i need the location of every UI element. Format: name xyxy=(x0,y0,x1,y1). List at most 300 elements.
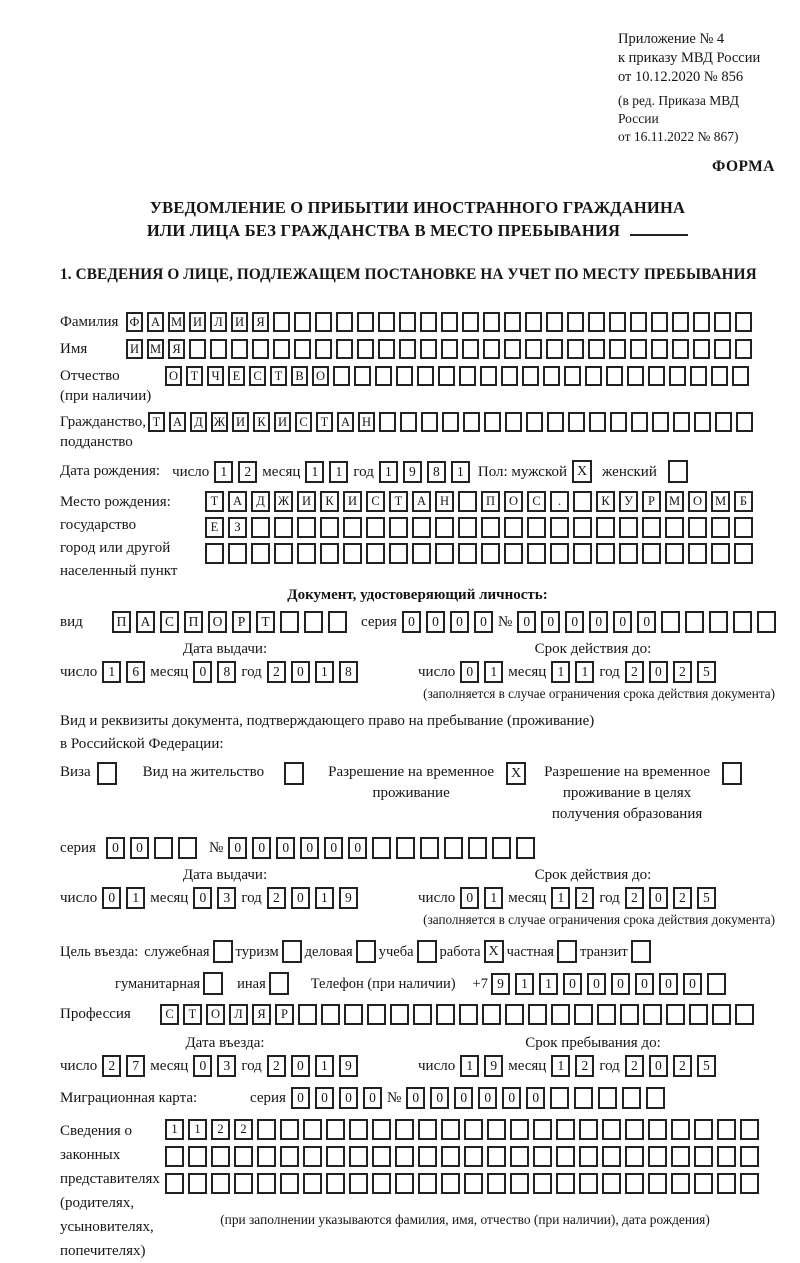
form-cell[interactable]: 0 xyxy=(193,661,212,683)
form-cell[interactable] xyxy=(375,366,392,386)
form-cell[interactable] xyxy=(525,312,542,332)
form-cell[interactable]: 2 xyxy=(625,887,644,909)
form-cell[interactable] xyxy=(606,366,623,386)
form-cell[interactable] xyxy=(257,1146,276,1167)
form-cell[interactable] xyxy=(694,1119,713,1140)
form-cell[interactable] xyxy=(399,339,416,359)
form-cell[interactable]: 0 xyxy=(363,1087,382,1109)
form-cell[interactable]: 8 xyxy=(427,461,446,483)
form-cell[interactable] xyxy=(564,366,581,386)
form-cell[interactable] xyxy=(642,517,661,538)
form-cell[interactable]: Ж xyxy=(211,412,228,432)
form-cell[interactable] xyxy=(205,543,224,564)
form-cell[interactable] xyxy=(441,312,458,332)
form-cell[interactable] xyxy=(326,1146,345,1167)
form-cell[interactable] xyxy=(349,1173,368,1194)
form-cell[interactable] xyxy=(441,1146,460,1167)
form-cell[interactable]: 0 xyxy=(526,1087,545,1109)
form-cell[interactable]: 0 xyxy=(587,973,606,995)
form-cell[interactable]: 5 xyxy=(697,661,716,683)
form-cell[interactable] xyxy=(619,543,638,564)
form-cell[interactable] xyxy=(251,543,270,564)
form-cell[interactable] xyxy=(622,1087,641,1109)
form-cell[interactable] xyxy=(688,517,707,538)
form-cell[interactable]: О xyxy=(206,1004,225,1025)
form-cell[interactable] xyxy=(280,1119,299,1140)
form-cell[interactable]: 0 xyxy=(130,837,149,859)
form-cell[interactable] xyxy=(210,339,227,359)
form-cell[interactable] xyxy=(556,1173,575,1194)
form-cell[interactable] xyxy=(642,543,661,564)
form-cell[interactable] xyxy=(528,1004,547,1025)
form-cell[interactable] xyxy=(328,611,347,633)
form-cell[interactable] xyxy=(257,1173,276,1194)
form-cell[interactable] xyxy=(417,366,434,386)
form-cell[interactable] xyxy=(651,312,668,332)
form-cell[interactable]: 2 xyxy=(673,887,692,909)
form-cell[interactable]: М xyxy=(665,491,684,512)
form-cell[interactable] xyxy=(484,412,501,432)
form-cell[interactable]: А xyxy=(136,611,155,633)
form-cell[interactable]: 1 xyxy=(451,461,470,483)
form-cell[interactable]: К xyxy=(253,412,270,432)
purpose-private-checkbox[interactable] xyxy=(557,940,577,963)
form-cell[interactable] xyxy=(673,412,690,432)
form-cell[interactable]: 0 xyxy=(565,611,584,633)
form-cell[interactable]: 1 xyxy=(315,887,334,909)
form-cell[interactable]: 3 xyxy=(217,887,236,909)
form-cell[interactable]: Р xyxy=(642,491,661,512)
form-cell[interactable] xyxy=(504,517,523,538)
form-cell[interactable] xyxy=(464,1146,483,1167)
form-cell[interactable] xyxy=(438,366,455,386)
temp-residence-checkbox[interactable]: X xyxy=(506,762,526,785)
form-cell[interactable] xyxy=(481,543,500,564)
form-cell[interactable]: 1 xyxy=(484,887,503,909)
form-cell[interactable] xyxy=(395,1119,414,1140)
form-cell[interactable]: З xyxy=(228,517,247,538)
form-cell[interactable]: 0 xyxy=(291,1087,310,1109)
form-cell[interactable]: 1 xyxy=(102,661,121,683)
purpose-work-checkbox[interactable]: X xyxy=(484,940,504,963)
form-cell[interactable]: М xyxy=(168,312,185,332)
form-cell[interactable]: 0 xyxy=(659,973,678,995)
form-cell[interactable]: И xyxy=(343,491,362,512)
form-cell[interactable]: С xyxy=(160,1004,179,1025)
form-cell[interactable]: Т xyxy=(316,412,333,432)
form-cell[interactable]: И xyxy=(297,491,316,512)
form-cell[interactable]: 1 xyxy=(484,661,503,683)
form-cell[interactable]: Н xyxy=(435,491,454,512)
form-cell[interactable]: 2 xyxy=(267,1055,286,1077)
form-cell[interactable] xyxy=(418,1146,437,1167)
form-cell[interactable]: 0 xyxy=(454,1087,473,1109)
form-cell[interactable] xyxy=(625,1146,644,1167)
form-cell[interactable] xyxy=(420,339,437,359)
form-cell[interactable] xyxy=(444,837,463,859)
form-cell[interactable] xyxy=(598,1087,617,1109)
form-cell[interactable] xyxy=(165,1146,184,1167)
form-cell[interactable] xyxy=(297,543,316,564)
form-cell[interactable]: 1 xyxy=(575,661,594,683)
form-cell[interactable]: П xyxy=(184,611,203,633)
form-cell[interactable] xyxy=(733,611,752,633)
form-cell[interactable]: 9 xyxy=(484,1055,503,1077)
purpose-official-checkbox[interactable] xyxy=(213,940,233,963)
form-cell[interactable]: 0 xyxy=(291,887,310,909)
form-cell[interactable] xyxy=(715,412,732,432)
form-cell[interactable] xyxy=(620,1004,639,1025)
form-cell[interactable] xyxy=(487,1173,506,1194)
form-cell[interactable]: 0 xyxy=(517,611,536,633)
form-cell[interactable] xyxy=(421,412,438,432)
form-cell[interactable] xyxy=(326,1119,345,1140)
form-cell[interactable] xyxy=(740,1173,759,1194)
form-cell[interactable] xyxy=(665,517,684,538)
form-cell[interactable]: Н xyxy=(358,412,375,432)
form-cell[interactable] xyxy=(395,1173,414,1194)
form-cell[interactable]: О xyxy=(165,366,182,386)
form-cell[interactable]: 9 xyxy=(339,1055,358,1077)
form-cell[interactable] xyxy=(685,611,704,633)
form-cell[interactable] xyxy=(303,1119,322,1140)
form-cell[interactable]: П xyxy=(481,491,500,512)
form-cell[interactable] xyxy=(672,312,689,332)
form-cell[interactable]: 0 xyxy=(402,611,421,633)
form-cell[interactable] xyxy=(666,1004,685,1025)
form-cell[interactable] xyxy=(336,312,353,332)
form-cell[interactable] xyxy=(189,339,206,359)
form-cell[interactable] xyxy=(646,1087,665,1109)
form-cell[interactable] xyxy=(522,366,539,386)
form-cell[interactable] xyxy=(294,312,311,332)
form-cell[interactable] xyxy=(573,517,592,538)
form-cell[interactable]: С xyxy=(160,611,179,633)
form-cell[interactable] xyxy=(648,1173,667,1194)
form-cell[interactable]: 1 xyxy=(551,661,570,683)
form-cell[interactable]: С xyxy=(366,491,385,512)
form-cell[interactable] xyxy=(349,1119,368,1140)
form-cell[interactable] xyxy=(378,339,395,359)
form-cell[interactable] xyxy=(693,312,710,332)
form-cell[interactable] xyxy=(234,1173,253,1194)
form-cell[interactable] xyxy=(298,1004,317,1025)
form-cell[interactable] xyxy=(326,1173,345,1194)
form-cell[interactable] xyxy=(579,1119,598,1140)
form-cell[interactable]: 9 xyxy=(491,973,510,995)
form-cell[interactable] xyxy=(492,837,511,859)
form-cell[interactable]: Т xyxy=(389,491,408,512)
form-cell[interactable]: 0 xyxy=(563,973,582,995)
form-cell[interactable] xyxy=(717,1146,736,1167)
form-cell[interactable]: О xyxy=(504,491,523,512)
form-cell[interactable]: 0 xyxy=(106,837,125,859)
form-cell[interactable] xyxy=(711,543,730,564)
form-cell[interactable] xyxy=(234,1146,253,1167)
form-cell[interactable] xyxy=(648,1119,667,1140)
form-cell[interactable]: Р xyxy=(275,1004,294,1025)
form-cell[interactable]: 1 xyxy=(379,461,398,483)
form-cell[interactable] xyxy=(315,312,332,332)
purpose-study-checkbox[interactable] xyxy=(417,940,437,963)
form-cell[interactable] xyxy=(320,543,339,564)
residence-permit-checkbox[interactable] xyxy=(284,762,304,785)
form-cell[interactable]: Т xyxy=(148,412,165,432)
form-cell[interactable]: 0 xyxy=(426,611,445,633)
form-cell[interactable]: 0 xyxy=(613,611,632,633)
form-cell[interactable] xyxy=(372,837,391,859)
form-cell[interactable] xyxy=(627,366,644,386)
form-cell[interactable] xyxy=(459,1004,478,1025)
form-cell[interactable] xyxy=(669,366,686,386)
form-cell[interactable]: 1 xyxy=(551,1055,570,1077)
form-cell[interactable] xyxy=(435,543,454,564)
form-cell[interactable]: Я xyxy=(252,312,269,332)
form-cell[interactable]: 0 xyxy=(649,1055,668,1077)
form-cell[interactable]: Т xyxy=(270,366,287,386)
form-cell[interactable] xyxy=(487,1119,506,1140)
form-cell[interactable] xyxy=(651,339,668,359)
form-cell[interactable] xyxy=(320,517,339,538)
form-cell[interactable]: А xyxy=(337,412,354,432)
form-cell[interactable] xyxy=(527,517,546,538)
form-cell[interactable]: 0 xyxy=(430,1087,449,1109)
form-cell[interactable]: Л xyxy=(210,312,227,332)
form-cell[interactable] xyxy=(504,312,521,332)
form-cell[interactable] xyxy=(354,366,371,386)
form-cell[interactable]: Ф xyxy=(126,312,143,332)
form-cell[interactable]: П xyxy=(112,611,131,633)
form-cell[interactable] xyxy=(441,1119,460,1140)
form-cell[interactable]: 8 xyxy=(339,661,358,683)
form-cell[interactable] xyxy=(464,1173,483,1194)
form-cell[interactable] xyxy=(625,1173,644,1194)
form-cell[interactable] xyxy=(643,1004,662,1025)
form-cell[interactable] xyxy=(547,412,564,432)
form-cell[interactable] xyxy=(303,1146,322,1167)
form-cell[interactable] xyxy=(694,1173,713,1194)
form-cell[interactable]: Р xyxy=(232,611,251,633)
form-cell[interactable] xyxy=(178,837,197,859)
form-cell[interactable]: 1 xyxy=(305,461,324,483)
form-cell[interactable] xyxy=(550,543,569,564)
form-cell[interactable] xyxy=(274,543,293,564)
form-cell[interactable] xyxy=(525,339,542,359)
form-cell[interactable] xyxy=(349,1146,368,1167)
form-cell[interactable] xyxy=(501,366,518,386)
purpose-business-checkbox[interactable] xyxy=(356,940,376,963)
form-cell[interactable] xyxy=(736,412,753,432)
form-cell[interactable]: 6 xyxy=(126,661,145,683)
form-cell[interactable] xyxy=(367,1004,386,1025)
form-cell[interactable]: 1 xyxy=(315,1055,334,1077)
form-cell[interactable] xyxy=(273,339,290,359)
form-cell[interactable] xyxy=(504,339,521,359)
form-cell[interactable]: М xyxy=(147,339,164,359)
form-cell[interactable]: 0 xyxy=(193,887,212,909)
form-cell[interactable] xyxy=(372,1119,391,1140)
form-cell[interactable] xyxy=(630,312,647,332)
form-cell[interactable] xyxy=(740,1119,759,1140)
form-cell[interactable] xyxy=(734,543,753,564)
form-cell[interactable] xyxy=(533,1146,552,1167)
form-cell[interactable] xyxy=(315,339,332,359)
form-cell[interactable]: Я xyxy=(168,339,185,359)
form-cell[interactable]: 0 xyxy=(683,973,702,995)
form-cell[interactable] xyxy=(510,1173,529,1194)
form-cell[interactable]: Б xyxy=(734,491,753,512)
form-cell[interactable]: С xyxy=(527,491,546,512)
form-cell[interactable] xyxy=(516,837,535,859)
form-cell[interactable]: 5 xyxy=(697,887,716,909)
form-cell[interactable] xyxy=(735,339,752,359)
form-cell[interactable]: 0 xyxy=(291,1055,310,1077)
purpose-humanitarian-checkbox[interactable] xyxy=(203,972,223,995)
form-cell[interactable] xyxy=(550,1087,569,1109)
form-cell[interactable] xyxy=(228,543,247,564)
form-cell[interactable] xyxy=(574,1087,593,1109)
form-cell[interactable] xyxy=(602,1146,621,1167)
form-cell[interactable]: 0 xyxy=(589,611,608,633)
form-cell[interactable]: 0 xyxy=(635,973,654,995)
form-cell[interactable]: 5 xyxy=(697,1055,716,1077)
form-cell[interactable] xyxy=(712,1004,731,1025)
form-cell[interactable]: А xyxy=(228,491,247,512)
form-cell[interactable] xyxy=(231,339,248,359)
form-cell[interactable] xyxy=(665,543,684,564)
form-cell[interactable] xyxy=(366,517,385,538)
form-cell[interactable] xyxy=(602,1173,621,1194)
form-cell[interactable] xyxy=(714,312,731,332)
form-cell[interactable] xyxy=(735,312,752,332)
form-cell[interactable] xyxy=(464,1119,483,1140)
form-cell[interactable] xyxy=(671,1119,690,1140)
form-cell[interactable] xyxy=(389,543,408,564)
form-cell[interactable] xyxy=(418,1173,437,1194)
form-cell[interactable] xyxy=(596,517,615,538)
form-cell[interactable]: 0 xyxy=(315,1087,334,1109)
form-cell[interactable] xyxy=(694,1146,713,1167)
form-cell[interactable] xyxy=(588,339,605,359)
edu-residence-checkbox[interactable] xyxy=(722,762,742,785)
form-cell[interactable] xyxy=(304,611,323,633)
form-cell[interactable]: 2 xyxy=(234,1119,253,1140)
form-cell[interactable] xyxy=(556,1119,575,1140)
form-cell[interactable] xyxy=(648,366,665,386)
form-cell[interactable]: 2 xyxy=(673,1055,692,1077)
form-cell[interactable]: Т xyxy=(256,611,275,633)
form-cell[interactable]: С xyxy=(249,366,266,386)
form-cell[interactable] xyxy=(597,1004,616,1025)
form-cell[interactable] xyxy=(589,412,606,432)
form-cell[interactable] xyxy=(510,1146,529,1167)
form-cell[interactable]: 0 xyxy=(193,1055,212,1077)
form-cell[interactable] xyxy=(568,412,585,432)
form-cell[interactable]: 1 xyxy=(315,661,334,683)
form-cell[interactable] xyxy=(154,837,173,859)
sex-male-checkbox[interactable]: X xyxy=(572,460,592,483)
form-cell[interactable]: 2 xyxy=(238,461,257,483)
form-cell[interactable] xyxy=(596,543,615,564)
form-cell[interactable] xyxy=(252,339,269,359)
form-cell[interactable] xyxy=(412,543,431,564)
form-cell[interactable] xyxy=(297,517,316,538)
form-cell[interactable] xyxy=(211,1173,230,1194)
form-cell[interactable] xyxy=(321,1004,340,1025)
form-cell[interactable] xyxy=(671,1173,690,1194)
form-cell[interactable]: 0 xyxy=(228,837,247,859)
form-cell[interactable]: 2 xyxy=(267,661,286,683)
form-cell[interactable] xyxy=(357,339,374,359)
form-cell[interactable] xyxy=(413,1004,432,1025)
form-cell[interactable]: О xyxy=(208,611,227,633)
form-cell[interactable] xyxy=(303,1173,322,1194)
form-cell[interactable] xyxy=(602,1119,621,1140)
form-cell[interactable]: 2 xyxy=(625,1055,644,1077)
form-cell[interactable] xyxy=(740,1146,759,1167)
form-cell[interactable] xyxy=(707,973,726,995)
form-cell[interactable] xyxy=(257,1119,276,1140)
form-cell[interactable] xyxy=(487,1146,506,1167)
form-cell[interactable]: 2 xyxy=(211,1119,230,1140)
form-cell[interactable] xyxy=(482,1004,501,1025)
form-cell[interactable]: В xyxy=(291,366,308,386)
form-cell[interactable]: 0 xyxy=(502,1087,521,1109)
form-cell[interactable]: Л xyxy=(229,1004,248,1025)
form-cell[interactable] xyxy=(379,412,396,432)
form-cell[interactable]: 1 xyxy=(539,973,558,995)
form-cell[interactable] xyxy=(573,543,592,564)
form-cell[interactable]: И xyxy=(232,412,249,432)
form-cell[interactable] xyxy=(480,366,497,386)
form-cell[interactable]: 2 xyxy=(575,887,594,909)
form-cell[interactable] xyxy=(505,1004,524,1025)
form-cell[interactable] xyxy=(630,339,647,359)
form-cell[interactable] xyxy=(372,1146,391,1167)
form-cell[interactable]: 0 xyxy=(300,837,319,859)
form-cell[interactable]: 0 xyxy=(611,973,630,995)
form-cell[interactable] xyxy=(280,1173,299,1194)
form-cell[interactable] xyxy=(344,1004,363,1025)
form-cell[interactable]: 2 xyxy=(575,1055,594,1077)
form-cell[interactable]: У xyxy=(619,491,638,512)
purpose-transit-checkbox[interactable] xyxy=(631,940,651,963)
form-cell[interactable] xyxy=(690,366,707,386)
form-cell[interactable]: 3 xyxy=(217,1055,236,1077)
form-cell[interactable] xyxy=(546,339,563,359)
form-cell[interactable]: Ж xyxy=(274,491,293,512)
form-cell[interactable] xyxy=(280,611,299,633)
form-cell[interactable] xyxy=(396,837,415,859)
form-cell[interactable]: 1 xyxy=(214,461,233,483)
form-cell[interactable]: 0 xyxy=(339,1087,358,1109)
form-cell[interactable] xyxy=(672,339,689,359)
purpose-tourism-checkbox[interactable] xyxy=(282,940,302,963)
form-cell[interactable] xyxy=(366,543,385,564)
form-cell[interactable]: 2 xyxy=(267,887,286,909)
form-cell[interactable] xyxy=(543,366,560,386)
form-cell[interactable] xyxy=(579,1146,598,1167)
form-cell[interactable] xyxy=(648,1146,667,1167)
form-cell[interactable] xyxy=(567,339,584,359)
form-cell[interactable]: 0 xyxy=(291,661,310,683)
form-cell[interactable]: О xyxy=(312,366,329,386)
form-cell[interactable] xyxy=(336,339,353,359)
form-cell[interactable] xyxy=(280,1146,299,1167)
form-cell[interactable] xyxy=(625,1119,644,1140)
form-cell[interactable] xyxy=(734,517,753,538)
form-cell[interactable] xyxy=(378,312,395,332)
